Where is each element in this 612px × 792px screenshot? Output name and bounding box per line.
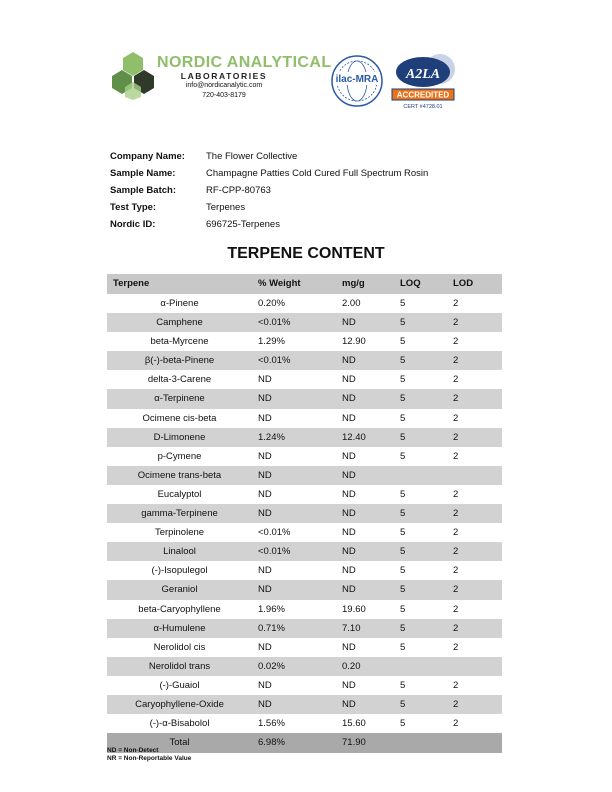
cell-loq: 5 [400,355,406,367]
cell-lod: 2 [453,317,459,329]
cell-lod: 2 [453,412,459,424]
cell-terpene: beta-Caryophyllene [138,603,221,615]
cell-weight: ND [258,450,272,462]
cell-loq: 5 [400,603,406,615]
cell-weight: 1.96% [258,603,285,615]
cell-loq: 5 [400,508,406,520]
cell-mg: ND [342,469,356,481]
cell-mg: ND [342,641,356,653]
company-name-label: Company Name: [110,151,185,162]
cell-terpene: Eucalyptol [157,488,202,500]
contact-email: info@nordicanalytic.com [185,82,263,89]
cell-lod: 2 [453,374,459,386]
cell-mg: 2.00 [342,298,361,309]
cell-terpene: gamma-Terpinene [141,508,218,520]
nordic-id-value: 696725-Terpenes [206,219,280,230]
cell-mg: ND [342,584,356,596]
section-title: TERPENE CONTENT [227,245,385,262]
cell-terpene: Geraniol [161,584,198,596]
cell-mg: ND [342,679,356,691]
cell-mg: ND [342,393,356,405]
table-row [107,619,502,638]
cell-terpene: beta-Myrcene [150,336,209,348]
cell-lod: 2 [453,527,459,539]
table-row [107,447,502,466]
table-row [107,676,502,695]
cell-terpene: α-Pinene [160,298,199,309]
cell-weight: 0.20% [258,298,285,309]
cell-mg: ND [342,698,356,710]
cell-mg: ND [342,355,356,367]
table-row [107,638,502,657]
table-row [107,313,502,332]
cell-weight: <0.01% [258,527,291,539]
cell-loq: 5 [400,565,406,577]
ilac-text: ilac-MRA [335,74,379,85]
cell-weight: 1.29% [258,336,285,348]
cell-terpene: β(-)-beta-Pinene [144,355,215,367]
table-body [107,294,502,733]
cell-mg: 0.20 [342,660,361,672]
cell-lod: 2 [453,508,459,520]
cell-terpene: Caryophyllene-Oxide [135,698,224,710]
footnote-nd: ND = Non-Detect [107,747,159,754]
cell-weight: ND [258,641,272,653]
cell-weight: ND [258,679,272,691]
header-mg: mg/g [342,278,365,289]
table-row [107,657,502,676]
cell-weight: 1.56% [258,718,285,730]
cell-loq: 5 [400,393,406,405]
cell-mg: ND [342,508,356,520]
table-row [107,580,502,599]
table-row [107,351,502,370]
table-total-row [107,733,502,753]
cell-mg: ND [342,317,356,329]
cell-loq: 5 [400,450,406,462]
table-row [107,370,502,389]
test-type-value: Terpenes [206,202,246,213]
cell-mg: ND [342,450,356,462]
cert-text: CERT #4728.01 [403,104,443,110]
cell-terpene: Nerolidol cis [153,641,206,653]
table-row [107,409,502,428]
table-row [107,542,502,561]
terpene-table [107,274,502,753]
cell-terpene: Ocimene cis-beta [142,412,217,424]
cell-terpene: (-)-Guaiol [159,679,200,691]
cell-loq: 5 [400,718,406,730]
table-row [107,561,502,580]
brand-title: NORDIC ANALYTICAL [157,54,332,71]
cell-loq: 5 [400,488,406,500]
cell-terpene: α-Humulene [153,622,206,634]
cell-lod: 2 [453,355,459,367]
brand-subtitle: LABORATORIES [180,71,268,81]
header-weight: % Weight [258,278,301,289]
cell-weight: ND [258,508,272,520]
cell-terpene: D-Limonene [153,431,206,443]
cell-weight: ND [258,698,272,710]
table-row [107,389,502,408]
cell-loq: 5 [400,641,406,653]
cell-mg: ND [342,488,356,500]
header-lod: LOD [453,278,474,289]
cell-loq: 5 [400,622,406,634]
ilac-mra-badge [330,54,384,108]
cell-loq: 5 [400,431,406,443]
company-name-value: The Flower Collective [206,151,298,162]
cell-loq: 5 [400,527,406,539]
table-row [107,332,502,351]
sample-name-label: Sample Name: [110,168,176,179]
cell-lod: 2 [453,718,459,730]
cell-loq: 5 [400,584,406,596]
cell-weight: ND [258,584,272,596]
sample-batch-value: RF-CPP-80763 [206,185,271,196]
nordic-logo-icon [110,50,156,100]
table-row [107,504,502,523]
header-loq: LOQ [400,278,421,289]
a2la-accredited-badge [388,52,458,110]
table-header [107,274,502,294]
cell-mg: 12.90 [342,336,366,348]
cell-lod: 2 [453,450,459,462]
header-terpene: Terpene [113,278,150,289]
cell-weight: 1.24% [258,431,285,443]
cell-mg: ND [342,565,356,577]
accredited-text: ACCREDITED [396,90,450,100]
cell-mg: 7.10 [342,622,361,634]
table-row [107,294,502,313]
cell-weight: ND [258,565,272,577]
cell-loq: 5 [400,679,406,691]
cell-terpene: Nerolidol trans [148,660,211,672]
cell-terpene: p-Cymene [157,450,202,462]
sample-name-value: Champagne Patties Cold Cured Full Spectrum Rosin [206,168,429,179]
cell-lod: 2 [453,603,459,615]
table-row [107,695,502,714]
cell-loq: 5 [400,336,406,348]
cell-weight: ND [258,412,272,424]
cell-mg: 15.60 [342,718,366,730]
cell-terpene: delta-3-Carene [147,374,212,386]
cell-lod: 2 [453,679,459,691]
cell-weight: ND [258,374,272,386]
footnote-nr: NR = Non-Reportable Value [107,755,192,762]
cell-loq: 5 [400,374,406,386]
table-row [107,428,502,447]
cell-terpene: Ocimene trans-beta [137,469,222,481]
cell-lod: 2 [453,336,459,348]
cell-lod: 2 [453,698,459,710]
cell-terpene: (-)-Isopulegol [151,565,208,577]
cell-lod: 2 [453,584,459,596]
cell-weight: ND [258,488,272,500]
cell-terpene: Camphene [156,317,203,329]
cell-weight: ND [258,393,272,405]
cell-mg: 19.60 [342,603,366,615]
sample-batch-label: Sample Batch: [110,185,176,196]
cell-loq: 5 [400,412,406,424]
table-row [107,714,502,733]
cell-weight: ND [258,469,272,481]
cell-loq: 5 [400,317,406,329]
total-mg: 71.90 [342,737,366,749]
table-row [107,485,502,504]
table-row [107,600,502,619]
cell-loq: 5 [400,546,406,558]
cell-weight: <0.01% [258,546,291,558]
cell-lod: 2 [453,641,459,653]
cell-terpene: Terpinolene [154,527,205,539]
cell-loq: 5 [400,298,406,309]
cell-lod: 2 [453,488,459,500]
cell-lod: 2 [453,565,459,577]
cell-terpene: (-)-α-Bisabolol [149,718,210,730]
cell-weight: <0.01% [258,317,291,329]
cell-lod: 2 [453,393,459,405]
table-row [107,466,502,485]
total-label: Total [169,737,190,749]
contact-phone: 720-403-8179 [202,92,246,99]
nordic-id-label: Nordic ID: [110,219,156,230]
cell-terpene: α-Terpinene [154,393,205,405]
table-row [107,523,502,542]
cell-mg: ND [342,374,356,386]
cell-weight: 0.02% [258,660,285,672]
cell-lod: 2 [453,298,459,309]
cell-mg: 12.40 [342,431,366,443]
cell-mg: ND [342,412,356,424]
cell-mg: ND [342,546,356,558]
total-weight: 6.98% [258,737,285,749]
cell-lod: 2 [453,431,459,443]
cell-mg: ND [342,527,356,539]
cell-terpene: Linalool [163,546,196,558]
cell-lod: 2 [453,622,459,634]
cell-lod: 2 [453,546,459,558]
cell-weight: 0.71% [258,622,285,634]
cell-weight: <0.01% [258,355,291,367]
test-type-label: Test Type: [110,202,157,213]
cell-loq: 5 [400,698,406,710]
a2la-text: A2LA [405,67,441,82]
